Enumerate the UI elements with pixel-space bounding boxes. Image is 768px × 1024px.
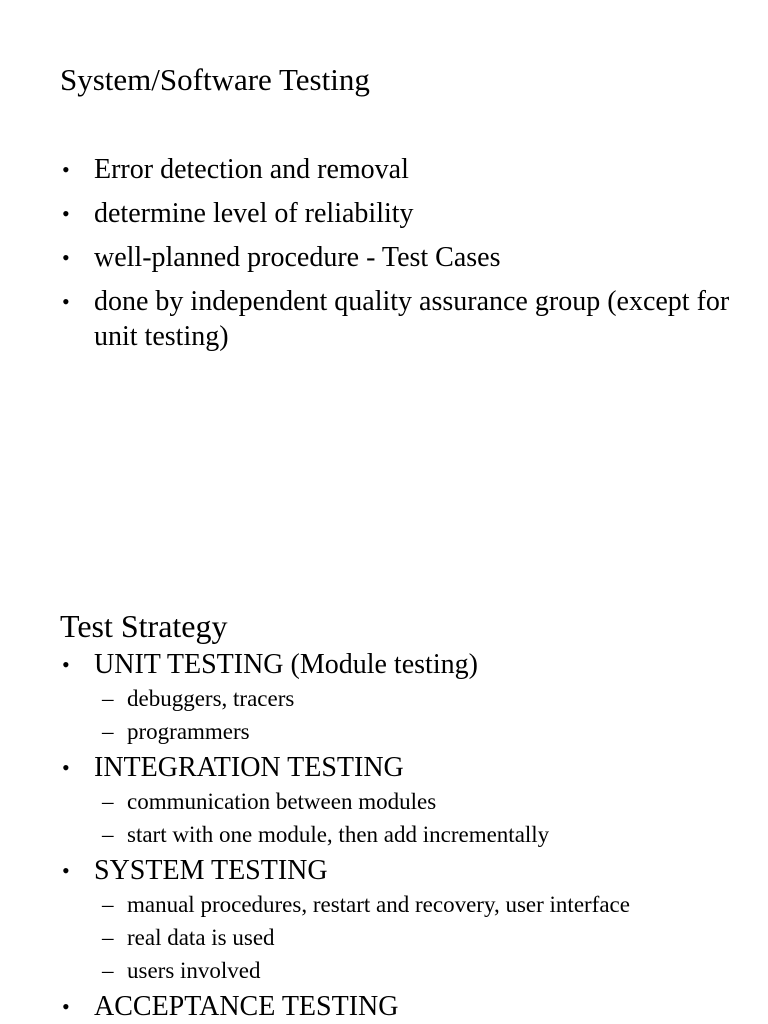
sub-bullet-text: users involved	[127, 958, 261, 983]
sub-bullet-text: start with one module, then add incrementally	[127, 822, 550, 847]
bullet-text: Error detection and removal	[94, 154, 409, 185]
sub-bullet-list	[94, 785, 752, 851]
bullet-icon: •	[62, 289, 70, 314]
bullet-text: INTEGRATION TESTING	[94, 752, 404, 783]
bullet-text: ACCEPTANCE TESTING	[94, 991, 399, 1022]
sub-bullet-item	[94, 818, 752, 851]
sub-bullet-item	[94, 785, 752, 818]
dash-icon: –	[102, 719, 114, 744]
bullet-item	[62, 648, 752, 748]
bullet-text: well-planned procedure - Test Cases	[94, 242, 501, 273]
bullet-icon: •	[62, 652, 70, 677]
slide-test-strategy	[0, 560, 768, 1024]
bullet-list	[62, 152, 752, 363]
dash-icon: –	[102, 892, 114, 917]
bullet-text: SYSTEM TESTING	[94, 855, 328, 886]
dash-icon: –	[102, 925, 114, 950]
bullet-text: UNIT TESTING (Module testing)	[94, 649, 478, 680]
bullet-icon: •	[62, 994, 70, 1019]
sub-bullet-text: real data is used	[127, 925, 275, 950]
bullet-item	[62, 854, 752, 987]
sub-bullet-text: communication between modules	[127, 789, 437, 814]
bullet-icon: •	[62, 157, 70, 182]
bullet-item	[62, 284, 752, 354]
bullet-item	[62, 751, 752, 851]
bullet-item	[62, 240, 752, 275]
bullet-icon: •	[62, 755, 70, 780]
dash-icon: –	[102, 686, 114, 711]
sub-bullet-list	[94, 682, 752, 748]
dash-icon: –	[102, 822, 114, 847]
bullet-icon: •	[62, 201, 70, 226]
dash-icon: –	[102, 958, 114, 983]
bullet-icon: •	[62, 245, 70, 270]
bullet-text: determine level of reliability	[94, 198, 414, 229]
sub-bullet-item	[94, 954, 752, 987]
sub-bullet-item	[94, 888, 752, 921]
bullet-item	[62, 990, 752, 1024]
slide-title: System/Software Testing	[60, 62, 370, 97]
sub-bullet-text: manual procedures, restart and recovery, user interface	[127, 892, 630, 917]
bullet-item	[62, 196, 752, 231]
sub-bullet-text: programmers	[127, 719, 250, 744]
slide-title: Test Strategy	[60, 608, 228, 644]
sub-bullet-item	[94, 921, 752, 954]
sub-bullet-item	[94, 682, 752, 715]
bullet-item	[62, 152, 752, 187]
sub-bullet-list	[94, 888, 752, 987]
bullet-text: done by independent quality assurance group (except for unit testing)	[94, 286, 730, 352]
bullet-icon: •	[62, 858, 70, 883]
sub-bullet-text: debuggers, tracers	[127, 686, 295, 711]
sub-bullet-item	[94, 715, 752, 748]
bullet-list	[62, 648, 752, 1024]
dash-icon: –	[102, 789, 114, 814]
